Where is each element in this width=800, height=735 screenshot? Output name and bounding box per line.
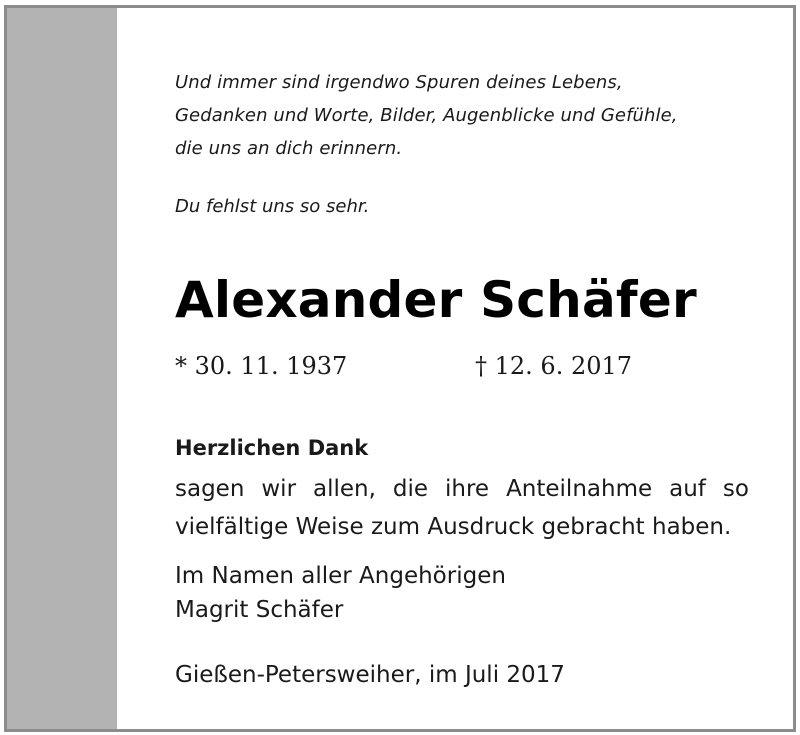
poem-line: Gedanken und Worte, Bilder, Augenblicke und Gefühle, bbox=[175, 105, 678, 126]
deceased-name: Alexander Schäfer bbox=[175, 271, 697, 329]
thanks-heading: Herzlichen Dank bbox=[175, 436, 369, 460]
thanks-word: sagen bbox=[175, 476, 245, 502]
signature-block bbox=[175, 559, 506, 627]
memorial-poem bbox=[175, 66, 775, 165]
poem-line: die uns an dich erinnern. bbox=[175, 138, 403, 159]
signature-line: Im Namen aller Angehörigen bbox=[175, 563, 506, 589]
thanks-word: auf bbox=[669, 476, 706, 502]
poem-closing-line: Du fehlst uns so sehr. bbox=[175, 196, 370, 217]
thanks-word: die bbox=[392, 476, 429, 502]
thanks-word: Anteilnahme bbox=[506, 476, 653, 502]
death-date: † 12. 6. 2017 bbox=[475, 352, 633, 380]
place-and-date: Gießen-Petersweiher, im Juli 2017 bbox=[175, 662, 565, 688]
gray-side-band bbox=[7, 8, 117, 729]
thanks-line-1 bbox=[175, 470, 749, 508]
birth-date: * 30. 11. 1937 bbox=[175, 352, 348, 380]
signatory-name: Magrit Schäfer bbox=[175, 597, 344, 623]
thanks-word: allen, bbox=[313, 476, 376, 502]
thanks-word: ihre bbox=[445, 476, 490, 502]
thanks-line-2: vielfältige Weise zum Ausdruck gebracht haben. bbox=[175, 514, 732, 540]
obituary-notice bbox=[4, 5, 796, 732]
thanks-message bbox=[175, 470, 749, 546]
thanks-word: wir bbox=[261, 476, 297, 502]
poem-line: Und immer sind irgendwo Spuren deines Lebens, bbox=[175, 72, 623, 93]
thanks-word: so bbox=[722, 476, 749, 502]
